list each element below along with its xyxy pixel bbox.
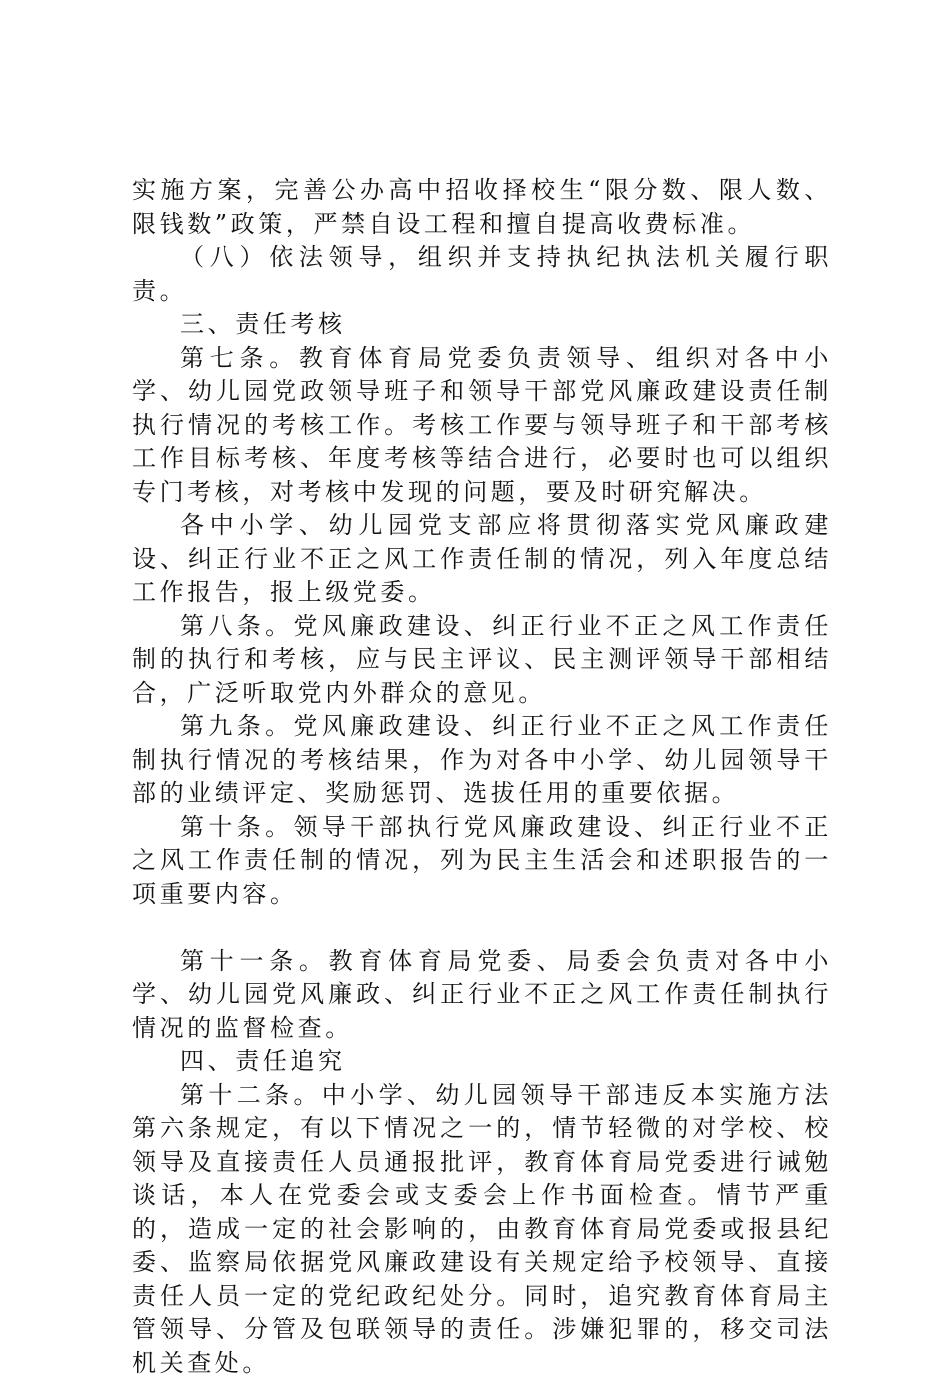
paragraph-article-seven: 第七条。教育体育局党委负责领导、组织对各中小学、幼儿园党政领导班子和领导干部党风廉政建设责任制执行情况的考核工作。考核工作要与领导班子和干部考核工作目标考核、年度考核等结合进行，必要时也可以组织专门考核，对考核中发现的问题，要及时研究解决。: [132, 342, 832, 510]
paragraph-spacer: [132, 911, 832, 945]
paragraph-article-eleven: 第十一条。教育体育局党委、局委会负责对各中小学、幼儿园党风廉政、纠正行业不正之风工作责任制执行情况的监督检查。: [132, 945, 832, 1046]
paragraph-item-eight: （八）依法领导，组织并支持执纪执法机关履行职责。: [132, 241, 832, 308]
document-body: [132, 174, 832, 1380]
paragraph-article-twelve: 第十二条。中小学、幼儿园领导干部违反本实施方法第六条规定，有以下情况之一的，情节轻微的对学校、校领导及直接责任人员通报批评，教育体育局党委进行诫勉谈话，本人在党委会或支委会上作书面检查。情节严重的，造成一定的社会影响的，由教育体育局党委或报县纪委、监察局依据党风廉政建设有关规定给予校领导、直接责任人员一定的党纪政纪处分。同时，追究教育体育局主管领导、分管及包联领导的责任。涉嫌犯罪的，移交司法机关查处。: [132, 1079, 832, 1380]
paragraph-article-eight: 第八条。党风廉政建设、纠正行业不正之风工作责任制的执行和考核，应与民主评议、民主测评领导干部相结合，广泛听取党内外群众的意见。: [132, 610, 832, 711]
section-heading-responsibility-assessment: 三、责任考核: [132, 308, 832, 342]
paragraph-article-ten: 第十条。领导干部执行党风廉政建设、纠正行业不正之风工作责任制的情况，列为民主生活会和述职报告的一项重要内容。: [132, 811, 832, 912]
paragraph-continuation: 实施方案，完善公办高中招收择校生“限分数、限人数、限钱数”政策，严禁自设工程和擅自提高收费标准。: [132, 174, 832, 241]
paragraph-article-nine: 第九条。党风廉政建设、纠正行业不正之风工作责任制执行情况的考核结果，作为对各中小学、幼儿园领导干部的业绩评定、奖励惩罚、选拔任用的重要依据。: [132, 710, 832, 811]
section-heading-accountability: 四、责任追究: [132, 1045, 832, 1079]
paragraph-party-branch-report: 各中小学、幼儿园党支部应将贯彻落实党风廉政建设、纠正行业不正之风工作责任制的情况，列入年度总结工作报告，报上级党委。: [132, 509, 832, 610]
